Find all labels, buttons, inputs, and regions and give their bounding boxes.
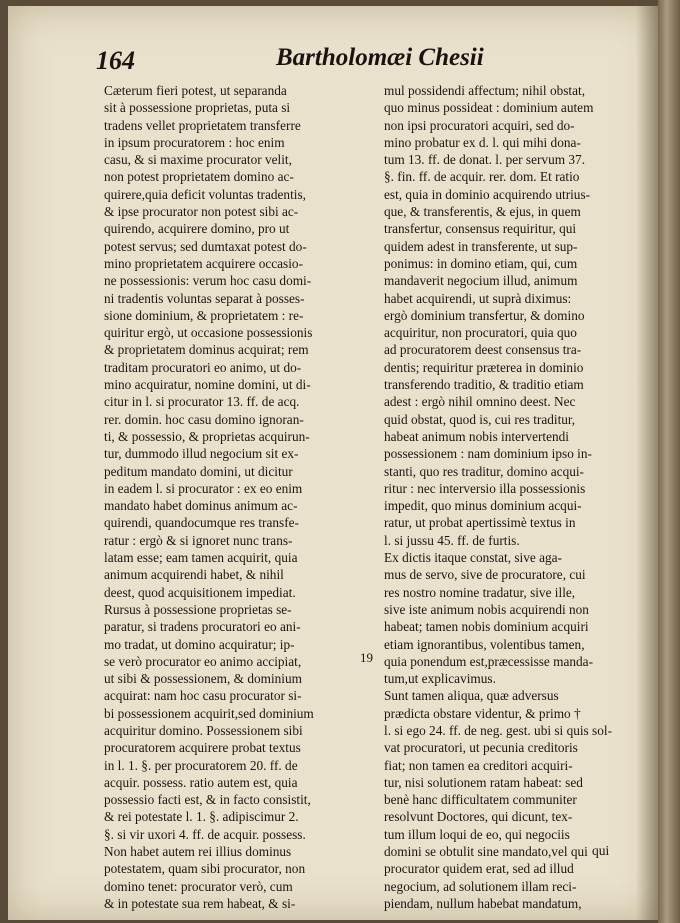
- text-line: ut sibi & possessionem, & dominium: [104, 671, 302, 687]
- text-line: tradens vellet proprietatem transferre: [104, 117, 301, 133]
- text-line: & proprietatem dominus acquirat; rem: [104, 342, 309, 358]
- text-line: mo tradat, ut domino acquiratur; ip-: [104, 636, 295, 652]
- text-line: deest, quod acquisitionem impediat.: [104, 584, 296, 600]
- text-line: sit à possessione proprietas, puta si: [104, 100, 291, 116]
- text-line: ni tradentis voluntas separat à posses-: [104, 290, 305, 306]
- text-line: procuratorem acquirere probat textus: [104, 740, 301, 756]
- text-line: ad procuratorem deest consensus tra-: [384, 342, 582, 358]
- text-line: Non habet autem rei illius dominus: [104, 844, 292, 860]
- text-line: stanti, quo res traditur, domino acqui-: [384, 463, 584, 479]
- text-line: quidem adest in transferente, ut sup-: [384, 238, 578, 254]
- text-line: tum 13. ff. de donat. l. per servum 37.: [384, 152, 586, 168]
- text-line: quirendo, acquirere domino, pro ut: [104, 221, 290, 237]
- text-line: mino proprietatem acquirere occasio-: [104, 255, 303, 271]
- text-line: est, quia in dominio acquirendo utrius-: [384, 186, 591, 202]
- text-line: potestatem, quam sibi procurator, non: [104, 861, 306, 877]
- text-line: acquirat: nam hoc casu procurator si-: [104, 688, 302, 704]
- text-line: quirere,quia deficit voluntas tradentis,: [104, 186, 306, 202]
- text-line: habeat; tamen nobis dominium acquiri: [384, 619, 589, 635]
- text-line: acquiritur domino. Possessionem sibi: [104, 722, 303, 738]
- text-line: Ex dictis itaque constat, sive aga-: [384, 550, 562, 566]
- text-line: fiat; non tamen ea creditori acquiri-: [384, 757, 573, 773]
- text-line: in ipsum procuratorem : hoc enim: [104, 134, 285, 150]
- text-line: ne possessionis: verum hoc casu domi-: [104, 273, 312, 289]
- text-line: quia ponendum est,præcessisse manda-: [384, 653, 594, 669]
- catchword: qui: [592, 843, 610, 858]
- text-line: Rursus à possessione proprietas se-: [104, 601, 292, 617]
- text-line: mino probatur ex d. l. qui mihi dona-: [384, 134, 581, 150]
- text-line: §. fin. ff. de acquir. rer. dom. Et ratio: [384, 169, 580, 185]
- text-line: impedit, quo minus dominium acqui-: [384, 498, 582, 514]
- text-line: mus de servo, sive de procuratore, cui: [384, 567, 586, 583]
- text-line: res nostro nomine tradatur, sive ille,: [384, 584, 576, 600]
- margin-note: 19: [360, 650, 373, 665]
- text-line: transferendo traditio, & traditio etiam: [384, 377, 584, 393]
- page-fold: [658, 0, 680, 923]
- text-line: habet acquirendi, ut suprà diximus:: [384, 290, 572, 306]
- text-line: latam esse; eam tamen acquirit, quia: [104, 550, 298, 566]
- text-line: non potest proprietatem domino ac-: [104, 169, 294, 185]
- text-line: benè hanc difficultatem communiter: [384, 792, 577, 808]
- text-line: bi possessionem acquirit,sed dominium: [104, 705, 314, 721]
- right-text-column: [384, 82, 636, 912]
- text-line: ti, & possessio, & proprietas acquirun-: [104, 428, 310, 444]
- left-text-column: [104, 82, 356, 912]
- text-line: acquiritur, non procuratori, quia quo: [384, 325, 577, 341]
- text-line: l. si jussu 45. ff. de furtis.: [384, 532, 520, 548]
- page-header: [96, 40, 636, 80]
- text-line: mandaverit negocium illud, animum: [384, 273, 578, 289]
- text-line: non ipsi procuratori acquiri, sed do-: [384, 117, 575, 133]
- running-head: Bartholomæi Chesii: [276, 44, 484, 71]
- text-line: tum,ut explicavimus.: [384, 671, 496, 687]
- text-line: & rei potestate l. 1. §. adipiscimur 2.: [104, 809, 299, 825]
- text-line: quiritur ergò, ut occasione possessionis: [104, 325, 313, 341]
- text-line: acquir. possess. ratio autem est, quia: [104, 774, 298, 790]
- text-line: peditum mandato domini, ut dicitur: [104, 463, 293, 479]
- text-line: rer. domin. hoc casu domino ignoran-: [104, 411, 304, 427]
- text-line: §. si vir uxori 4. ff. de acquir. possess.: [104, 826, 306, 842]
- text-line: in eadem l. si procurator : ex eo enim: [104, 480, 303, 496]
- text-line: l. si ego 24. ff. de neg. gest. ubi si quis sol-: [384, 722, 613, 738]
- text-line: vat procuratori, ut pecunia creditoris: [384, 740, 578, 756]
- text-line: domini se obtulit sine mandato,vel qui: [384, 844, 588, 860]
- text-line: quid obstat, quod is, cui res traditur,: [384, 411, 576, 427]
- text-line: possessionem : nam dominium ipso in-: [384, 446, 592, 462]
- text-line: tur, nisi solutionem ratam habeat: sed: [384, 774, 583, 790]
- text-line: mul possidendi affectum; nihil obstat,: [384, 83, 586, 98]
- text-line: piendam, nullum habebat mandatum,: [384, 895, 582, 911]
- text-line: casu, & si maxime procurator velit,: [104, 152, 292, 168]
- text-line: que, & transferentis, & ejus, in quem: [384, 204, 581, 220]
- text-line: ponimus: in domino etiam, qui, cum: [384, 255, 578, 271]
- text-line: ratur : ergò & si ignoret nunc trans-: [104, 532, 293, 548]
- text-line: possessio facti est, & in facto consistit,: [104, 792, 311, 808]
- text-line: quirendi, quandocumque res transfe-: [104, 515, 299, 531]
- text-line: domino tenet: procurator verò, cum: [104, 878, 293, 894]
- text-line: sive iste animum nobis acquirendi non: [384, 601, 589, 617]
- text-line: negocium, ad solutionem illam reci-: [384, 878, 577, 894]
- text-line: prædicta obstare videntur, & primo †: [384, 705, 581, 721]
- text-line: dentis; requiritur præterea in dominio: [384, 359, 584, 375]
- text-line: transfertur, consensus requiritur, qui: [384, 221, 577, 237]
- text-line: quo minus possideat : dominium autem: [384, 100, 594, 116]
- text-line: potest servus; sed dumtaxat potest do-: [104, 238, 307, 254]
- text-line: procurator quidem erat, sed ad illud: [384, 861, 574, 877]
- text-line: Sunt tamen aliqua, quæ adversus: [384, 688, 559, 704]
- text-line: traditam procuratori eo animo, ut do-: [104, 359, 302, 375]
- text-line: citur in l. si procurator 13. ff. de acq.: [104, 394, 300, 410]
- text-line: ergò dominium transfertur, & domino: [384, 307, 585, 323]
- text-line: tur, dummodo illud negocium sit ex-: [104, 446, 299, 462]
- text-line: & ipse procurator non potest sibi ac-: [104, 204, 299, 220]
- page-number: 164: [96, 46, 135, 75]
- text-line: habeat animum nobis intervertendi: [384, 428, 569, 444]
- text-line: resolvunt Doctores, qui dicunt, tex-: [384, 809, 573, 825]
- text-line: se verò procurator eo animo accipiat,: [104, 653, 302, 669]
- text-line: tum illum loqui de eo, qui negociis: [384, 826, 570, 842]
- text-line: in l. 1. §. per procuratorem 20. ff. de: [104, 757, 298, 773]
- text-line: sione dominium, & proprietatem : re-: [104, 307, 304, 323]
- text-line: Cæterum fieri potest, ut separanda: [104, 83, 287, 98]
- text-line: mino acquiratur, nomine domini, ut di-: [104, 377, 311, 393]
- text-line: & in potestate sua rem habeat, & si-: [104, 895, 296, 911]
- text-line: adest : ergò nihil omnino deest. Nec: [384, 394, 576, 410]
- gutter-shadow: [636, 6, 658, 920]
- text-line: ratur, ut probat apertissimè textus in: [384, 515, 576, 531]
- text-line: etiam ignorantibus, volentibus tamen,: [384, 636, 585, 652]
- text-line: ritur : nec interversio illa possessionis: [384, 480, 586, 496]
- text-line: paratur, si tradens procuratori eo ani-: [104, 619, 301, 635]
- text-line: mandato habet dominus animum ac-: [104, 498, 298, 514]
- text-line: animum acquirendi habet, & nihil: [104, 567, 284, 583]
